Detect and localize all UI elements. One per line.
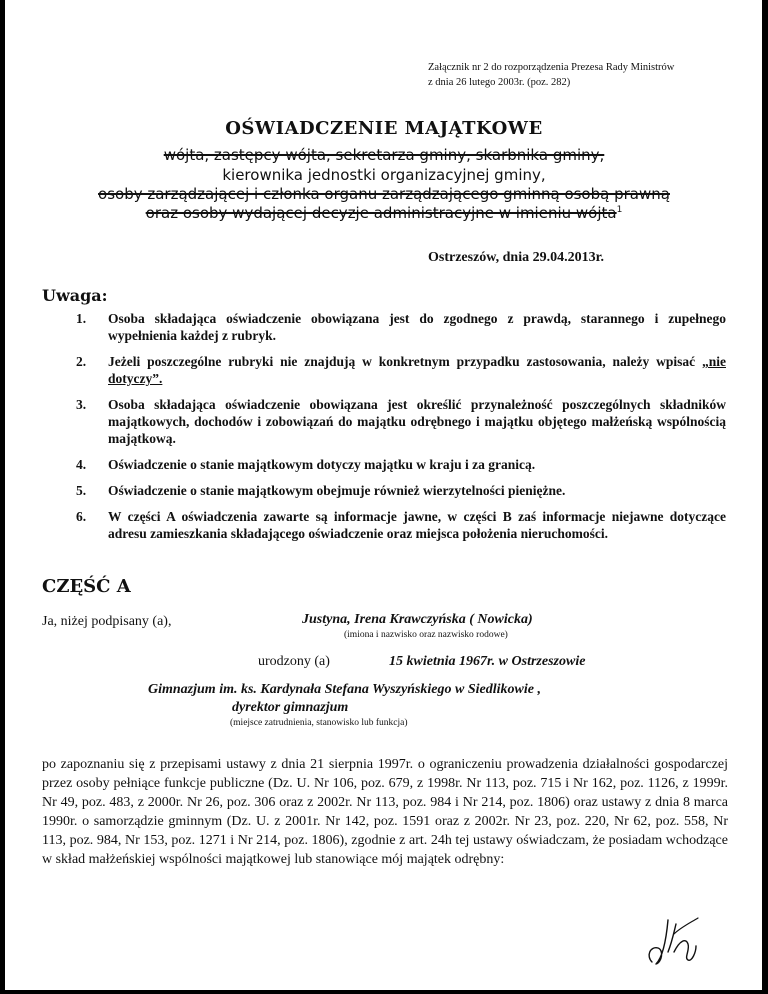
note-item bbox=[76, 508, 726, 542]
note-item bbox=[76, 482, 726, 499]
position: dyrektor gimnazjum bbox=[232, 700, 349, 715]
notes-list bbox=[76, 310, 726, 551]
note-item bbox=[76, 396, 726, 447]
annex-line-1: Załącznik nr 2 do rozporządzenia Prezesa Rady Ministrów bbox=[428, 62, 675, 73]
note-text: Oświadczenie o stanie majątkowym dotyczy majątku w kraju i za granicą. bbox=[108, 457, 536, 472]
note-number: 4. bbox=[76, 457, 87, 472]
document-title: OŚWIADCZENIE MAJĄTKOWE bbox=[225, 118, 543, 139]
place-and-date: Ostrzeszów, dnia 29.04.2013r. bbox=[428, 250, 605, 265]
subtitle-line-3: osoby zarządzającej i członka organu zarządzającego gminną osobą prawną bbox=[98, 185, 670, 203]
annex-line-2: z dnia 26 lutego 2003r. (poz. 282) bbox=[428, 77, 571, 88]
note-item bbox=[76, 310, 726, 344]
declarant-name: Justyna, Irena Krawczyńska ( Nowicka) bbox=[302, 612, 533, 627]
note-item bbox=[76, 353, 726, 387]
note-text: Osoba składająca oświadczenie obowiązana jest do zgodnego z prawdą, starannego i zupełnego wypełnienia każdej z rubryk. bbox=[108, 311, 726, 343]
subtitle-line-4-text: oraz osoby wydającej decyzje administracyjne w imieniu wójta bbox=[145, 204, 617, 222]
note-number: 6. bbox=[76, 509, 87, 524]
note-item bbox=[76, 456, 726, 473]
subtitle-line-4 bbox=[0, 204, 768, 222]
notes-heading: Uwaga: bbox=[42, 286, 108, 305]
employment-caption: (miejsce zatrudnienia, stanowisko lub funkcja) bbox=[230, 718, 408, 728]
born-value: 15 kwietnia 1967r. w Ostrzeszowie bbox=[389, 654, 586, 669]
note-number: 1. bbox=[76, 311, 87, 326]
subtitle-line-2: kierownika jednostki organizacyjnej gminy, bbox=[222, 166, 546, 184]
note-number: 2. bbox=[76, 354, 87, 369]
signature-initials-icon bbox=[644, 912, 704, 974]
declaration-text: po zapoznaniu się z przepisami ustawy z dnia 21 sierpnia 1997r. o ograniczeniu prowadzenia działalności gospodarczej przez osoby pełniące funkcje publiczne (Dz. U. Nr 106, poz. 679, z 1998r. Nr 113, poz. 715 i Nr 162, poz. 1126, z 1999r. Nr 49, poz. 483, z 2000r. Nr 26, poz. 306 oraz z 2002r. Nr 113, poz. 984 i Nr 214, poz. 1806) oraz ustawy z dnia 8 marca 1990r. o samorządzie gminnym (Dz. U. z 2001r. Nr 142, poz. 1591 oraz z 2002r. Nr 23, poz. 220, Nr 62, poz. 558, Nr 113, poz. 984, Nr 153, poz. 1271 i Nr 214, poz. 1806), zgodnie z art. 24h tej ustawy oświadczam, że posiadam wchodzące w skład małżeńskiej wspólności majątkowej lub stanowiące mój majątek odrębny: bbox=[42, 757, 728, 867]
note-number: 5. bbox=[76, 483, 87, 498]
note-text: Oświadczenie o stanie majątkowym obejmuje również wierzytelności pieniężne. bbox=[108, 483, 566, 498]
note-text: W części A oświadczenia zawarte są informacje jawne, w części B zaś informacje niejawne dotyczące adresu zamieszkania składającego oświadczenie oraz miejsca położenia nieruchomości. bbox=[108, 509, 726, 541]
born-label: urodzony (a) bbox=[258, 654, 330, 669]
part-a-heading: CZĘŚĆ A bbox=[42, 576, 131, 597]
employer: Gimnazjum im. ks. Kardynała Stefana Wyszyńskiego w Siedlikowie , bbox=[148, 682, 541, 697]
footnote-mark: 1 bbox=[616, 205, 623, 215]
scan-edge-bottom bbox=[0, 990, 768, 994]
annex-note bbox=[428, 60, 674, 90]
note-emphasis: „nie dotyczy”. bbox=[108, 354, 726, 386]
ja-label: Ja, niżej podpisany (a), bbox=[42, 614, 172, 629]
note-text: Jeżeli poszczególne rubryki nie znajdują w konkretnym przypadku zastosowania, należy wpisać bbox=[108, 354, 702, 369]
subtitle-line-1: wójta, zastępcy wójta, sekretarza gminy, skarbnika gminy, bbox=[163, 146, 605, 164]
note-text: Osoba składająca oświadczenie obowiązana jest określić przynależność poszczególnych składników majątkowych, dochodów i zobowiązań do majątku odrębnego i majątku objętego małżeńską wspólnością majątkową. bbox=[108, 397, 726, 446]
note-number: 3. bbox=[76, 397, 87, 412]
name-caption: (imiona i nazwisko oraz nazwisko rodowe) bbox=[344, 630, 508, 640]
